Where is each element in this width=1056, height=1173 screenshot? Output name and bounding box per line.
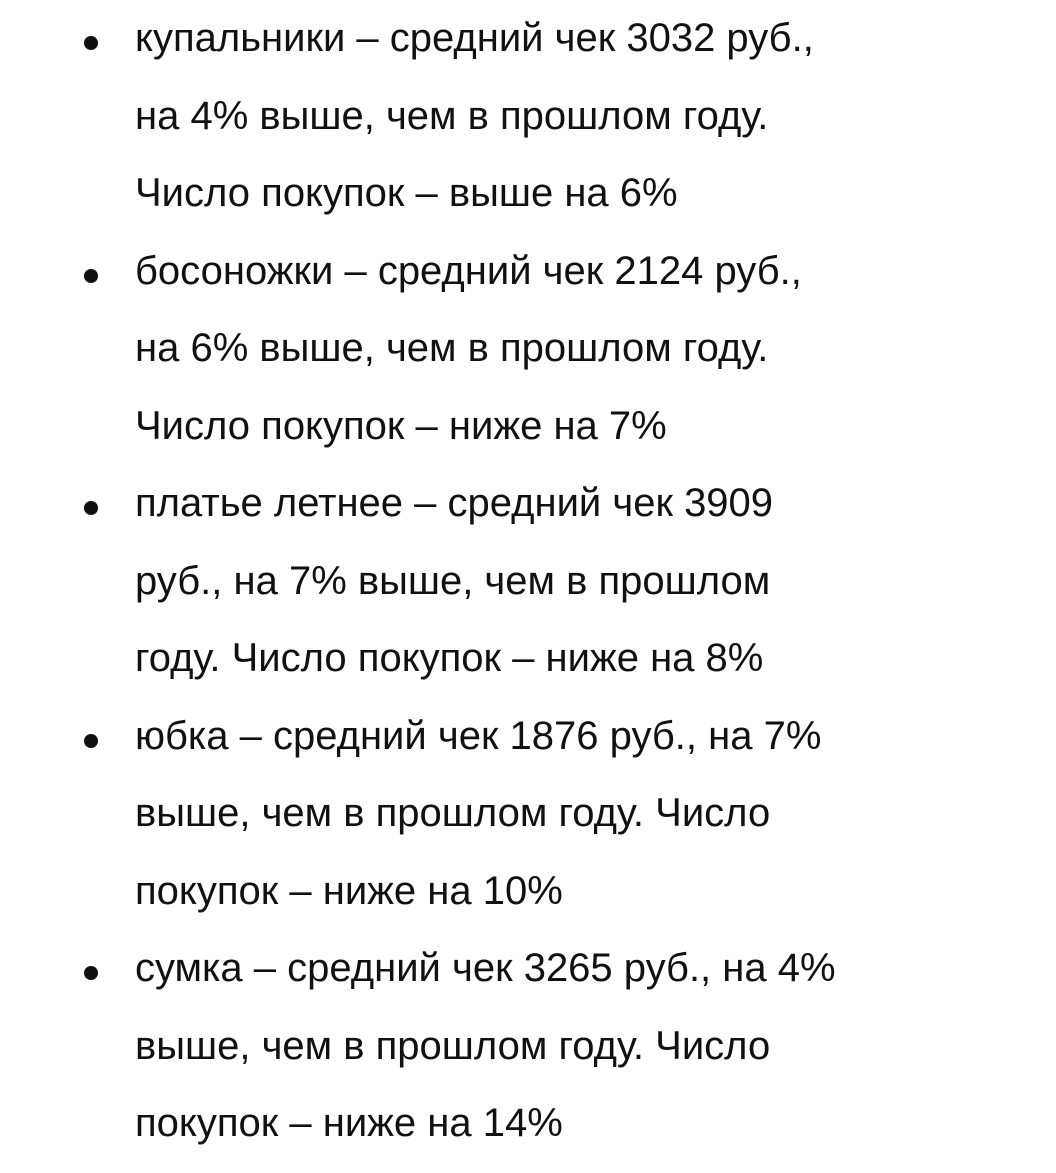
- bullet-icon: [84, 269, 98, 283]
- bullet-icon: [84, 501, 98, 515]
- list-item-line: покупок – ниже на 14%: [135, 1101, 563, 1145]
- list-item-line: на 4% выше, чем в прошлом году.: [135, 93, 769, 138]
- list-item-line: выше, чем в прошлом году. Число: [135, 1023, 771, 1068]
- list-item-line: босоножки – средний чек 2124 руб.,: [135, 248, 802, 293]
- list-item-line: на 6% выше, чем в прошлом году.: [135, 326, 769, 370]
- list-item-sandals: [0, 233, 1056, 466]
- list-item-line: купальники – средний чек 3032 руб.,: [135, 16, 814, 60]
- list-item-line: году. Число покупок – ниже на 8%: [135, 636, 764, 680]
- list-item-skirt: [0, 698, 1056, 931]
- list-item-line: выше, чем в прошлом году. Число: [135, 791, 771, 835]
- bullet-icon: [84, 966, 98, 980]
- list-item-summer-dress: [0, 465, 1056, 698]
- list-item-swimsuits: [0, 0, 1056, 233]
- list-item-bag: [0, 930, 1056, 1163]
- bullet-icon: [84, 36, 98, 50]
- list-item-line: сумка – средний чек 3265 руб., на 4%: [135, 946, 836, 990]
- list-item-line: Число покупок – выше на 6%: [135, 171, 678, 215]
- list-item-line: юбка – средний чек 1876 руб., на 7%: [135, 713, 822, 758]
- bullet-icon: [84, 734, 98, 748]
- list-item-line: Число покупок – ниже на 7%: [135, 403, 667, 448]
- list-item-line: покупок – ниже на 10%: [135, 868, 563, 913]
- list-item-line: платье летнее – средний чек 3909: [135, 481, 774, 525]
- list-item-line: руб., на 7% выше, чем в прошлом: [135, 558, 771, 603]
